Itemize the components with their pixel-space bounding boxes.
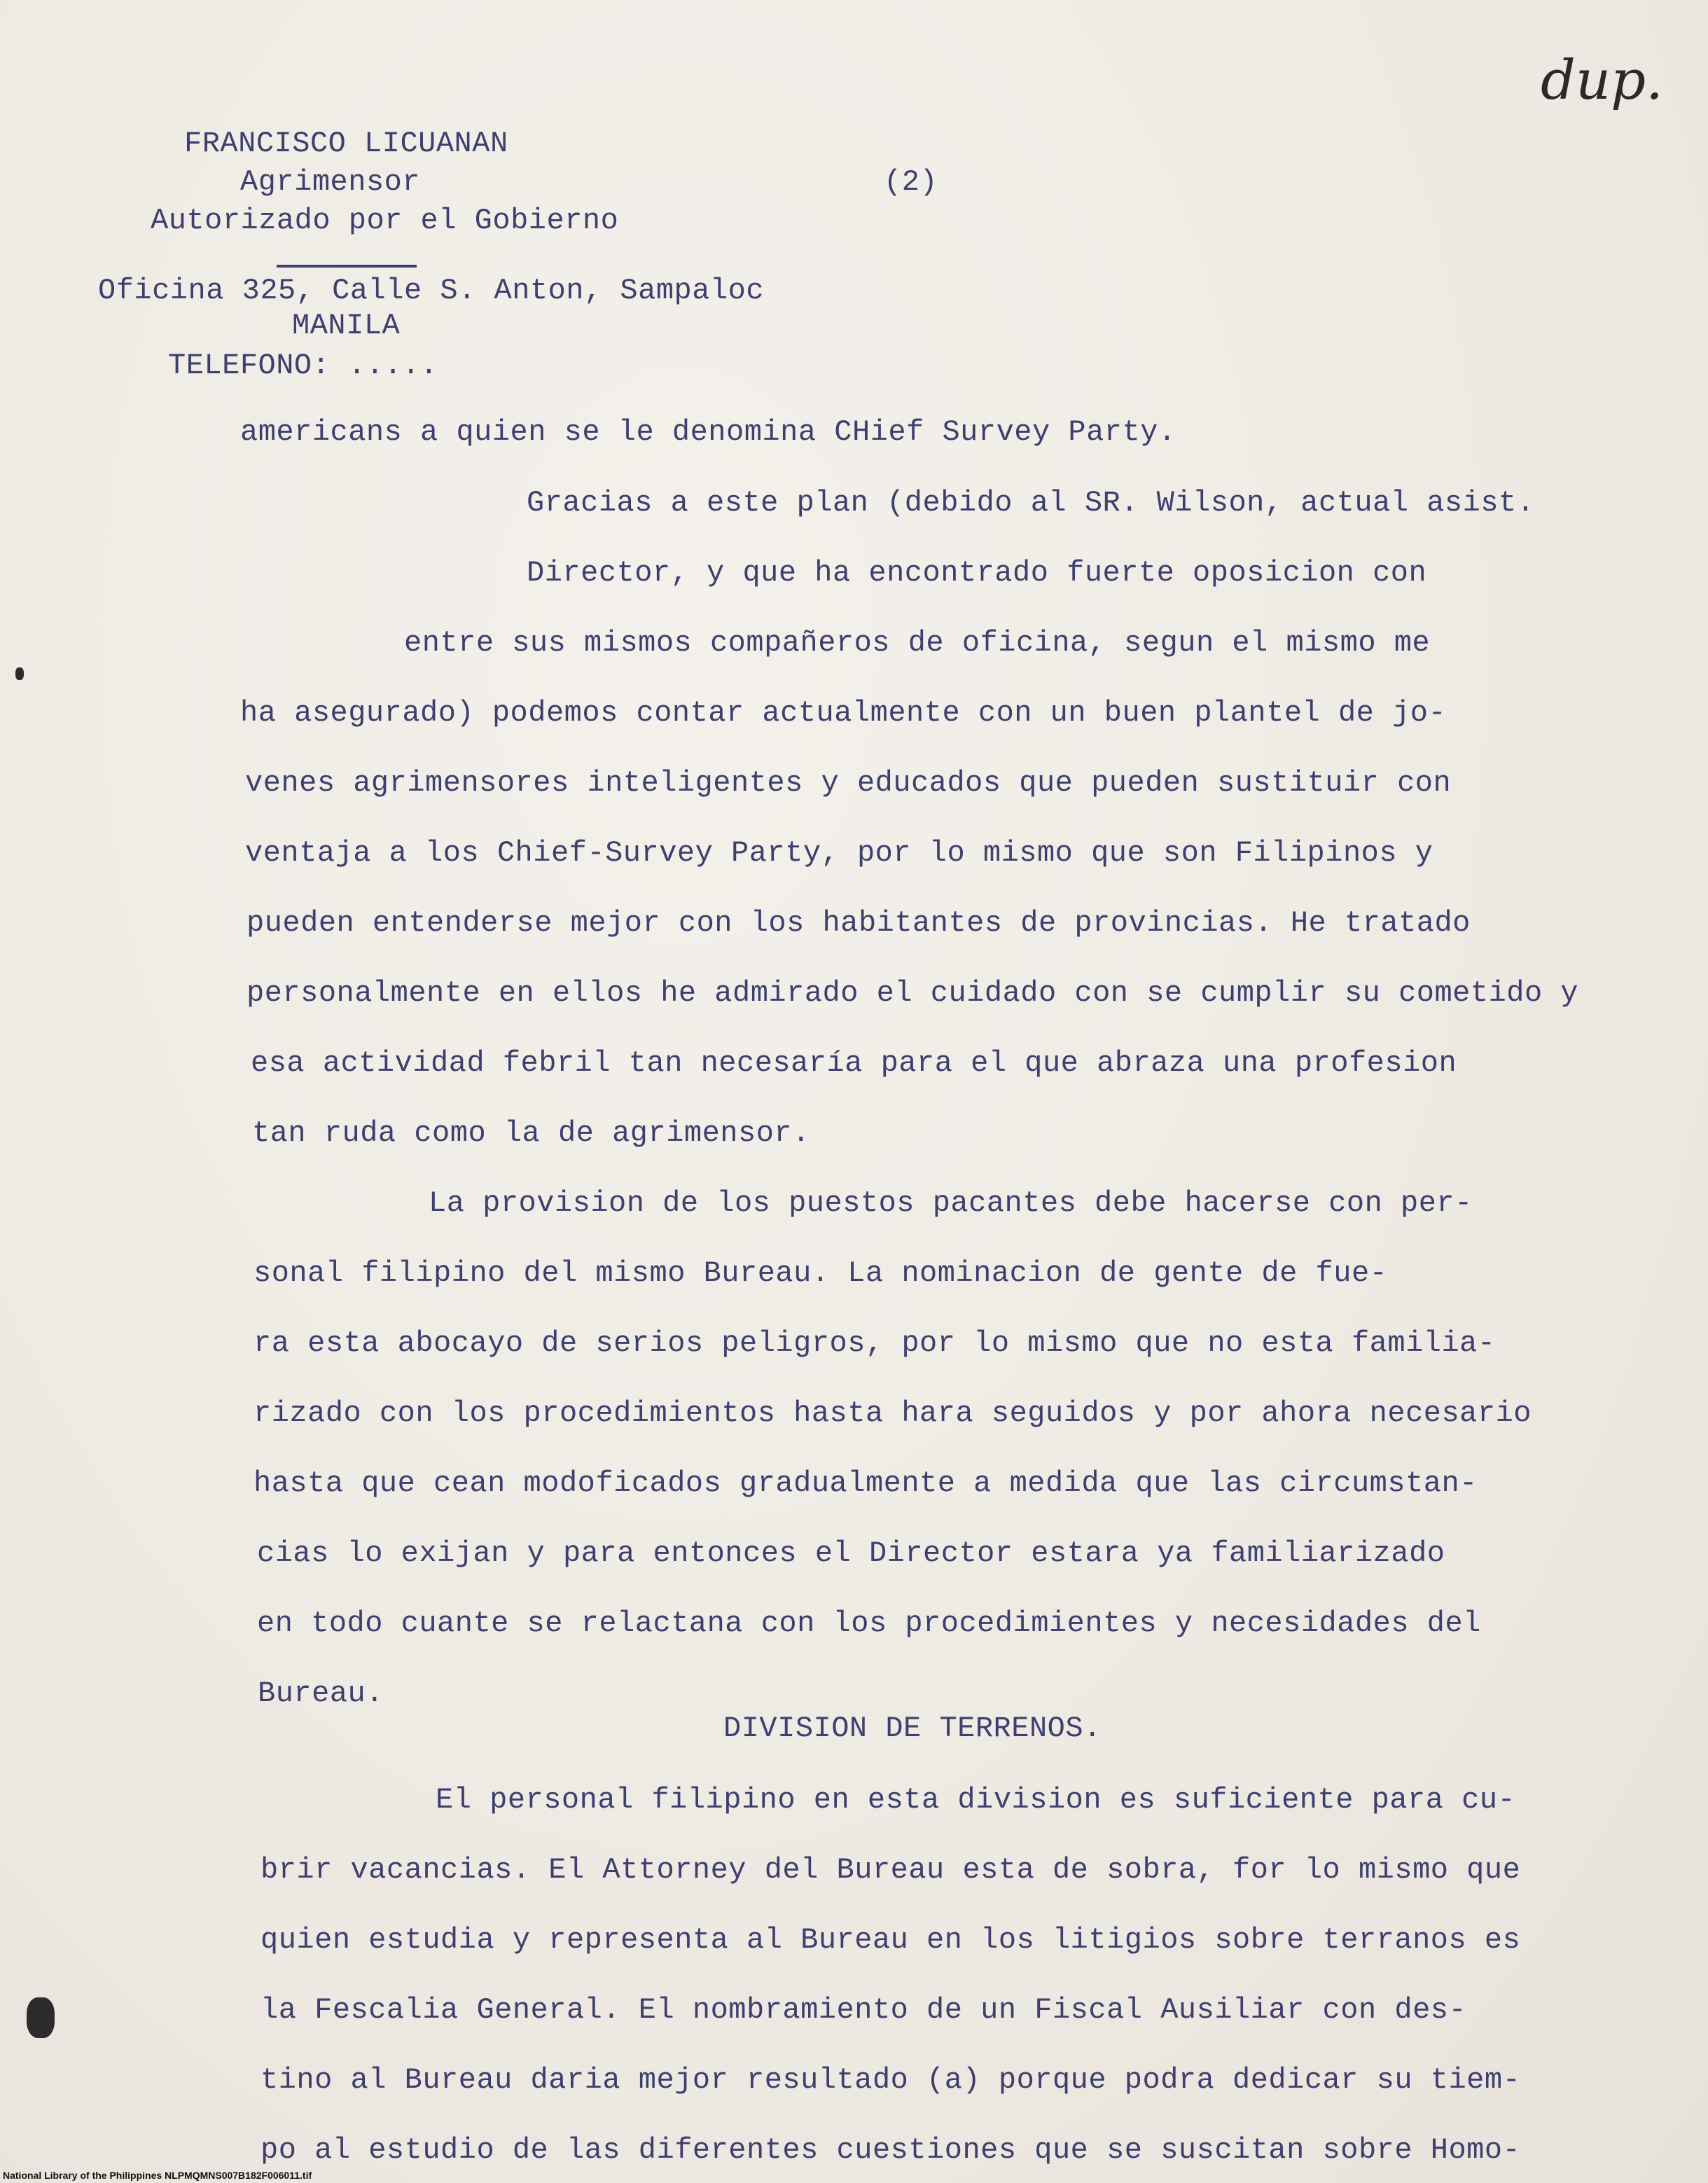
body-line: en todo cuante se relactana con los procedimientes y necesidades del — [257, 1607, 1481, 1640]
body-line: tan ruda como la de agrimensor. — [252, 1116, 810, 1150]
ink-spot — [27, 1997, 55, 2038]
letterhead-office: Oficina 325, Calle S. Anton, Sampaloc — [98, 274, 765, 307]
body-line: Bureau. — [258, 1677, 384, 1710]
body-line: La provision de los puestos pacantes debe hacerse con per- — [429, 1186, 1473, 1220]
body-line: la Fescalia General. El nombramiento de un Fiscal Ausiliar con des- — [261, 1993, 1467, 2027]
body-line: esa actividad febril tan necesaría para el que abraza una profesion — [251, 1046, 1457, 1080]
body-line: rizado con los procedimientos hasta hara seguidos y por ahora necesario — [254, 1397, 1532, 1430]
body-line: quien estudia y representa al Bureau en los litigios sobre terranos es — [261, 1923, 1521, 1957]
body-line: entre sus mismos compañeros de oficina, segun el mismo me — [404, 626, 1431, 660]
page-number: (2) — [884, 165, 938, 199]
body-line: cias lo exijan y para entonces el Director estara ya familiarizado — [257, 1537, 1445, 1570]
body-line: El personal filipino en esta division es suficiente para cu- — [436, 1783, 1516, 1817]
body-line: ventaja a los Chief-Survey Party, por lo mismo que son Filipinos y — [245, 836, 1433, 870]
letterhead-authorized: Autorizado por el Gobierno — [151, 204, 619, 237]
body-line: po al estudio de las diferentes cuestiones que se suscitan sobre Homo- — [261, 2133, 1521, 2167]
section-heading: DIVISION DE TERRENOS. — [723, 1712, 1102, 1745]
footer-credit: National Library of the Philippines NLPMQMNS007B182F006011.tif — [3, 2170, 312, 2181]
letterhead-name: FRANCISCO LICUANAN — [184, 127, 508, 160]
body-line: pueden entenderse mejor con los habitantes de provincias. He tratado — [247, 906, 1471, 940]
body-line: hasta que cean modoficados gradualmente a medida que las circumstan- — [254, 1467, 1478, 1500]
letterhead-rule — [277, 265, 417, 268]
body-line: Gracias a este plan (debido al SR. Wilson, actual asist. — [527, 486, 1535, 520]
body-line: ra esta abocayo de serios peligros, por lo mismo que no esta familia- — [254, 1326, 1496, 1360]
body-line: personalmente en ellos he admirado el cuidado con se cumplir su cometido y — [247, 976, 1579, 1010]
body-line: brir vacancias. El Attorney del Bureau esta de sobra, for lo mismo que — [261, 1853, 1521, 1887]
body-line: venes agrimensores inteligentes y educados que pueden sustituir con — [245, 766, 1452, 800]
body-line: tino al Bureau daria mejor resultado (a) porque podra dedicar su tiem- — [261, 2063, 1521, 2097]
body-line: Director, y que ha encontrado fuerte oposicion con — [527, 556, 1427, 590]
body-line: ha asegurado) podemos contar actualmente con un buen plantel de jo- — [240, 696, 1447, 730]
handwritten-annotation: dup. — [1541, 49, 1663, 112]
body-line: americans a quien se le denomina CHief Survey Party. — [240, 415, 1176, 449]
ink-spot — [15, 667, 24, 680]
letterhead-phone: TELEFONO: ..... — [168, 349, 438, 382]
body-line: sonal filipino del mismo Bureau. La nominacion de gente de fue- — [254, 1256, 1388, 1290]
letterhead-city: MANILA — [292, 309, 401, 342]
letterhead-title: Agrimensor — [240, 165, 421, 199]
